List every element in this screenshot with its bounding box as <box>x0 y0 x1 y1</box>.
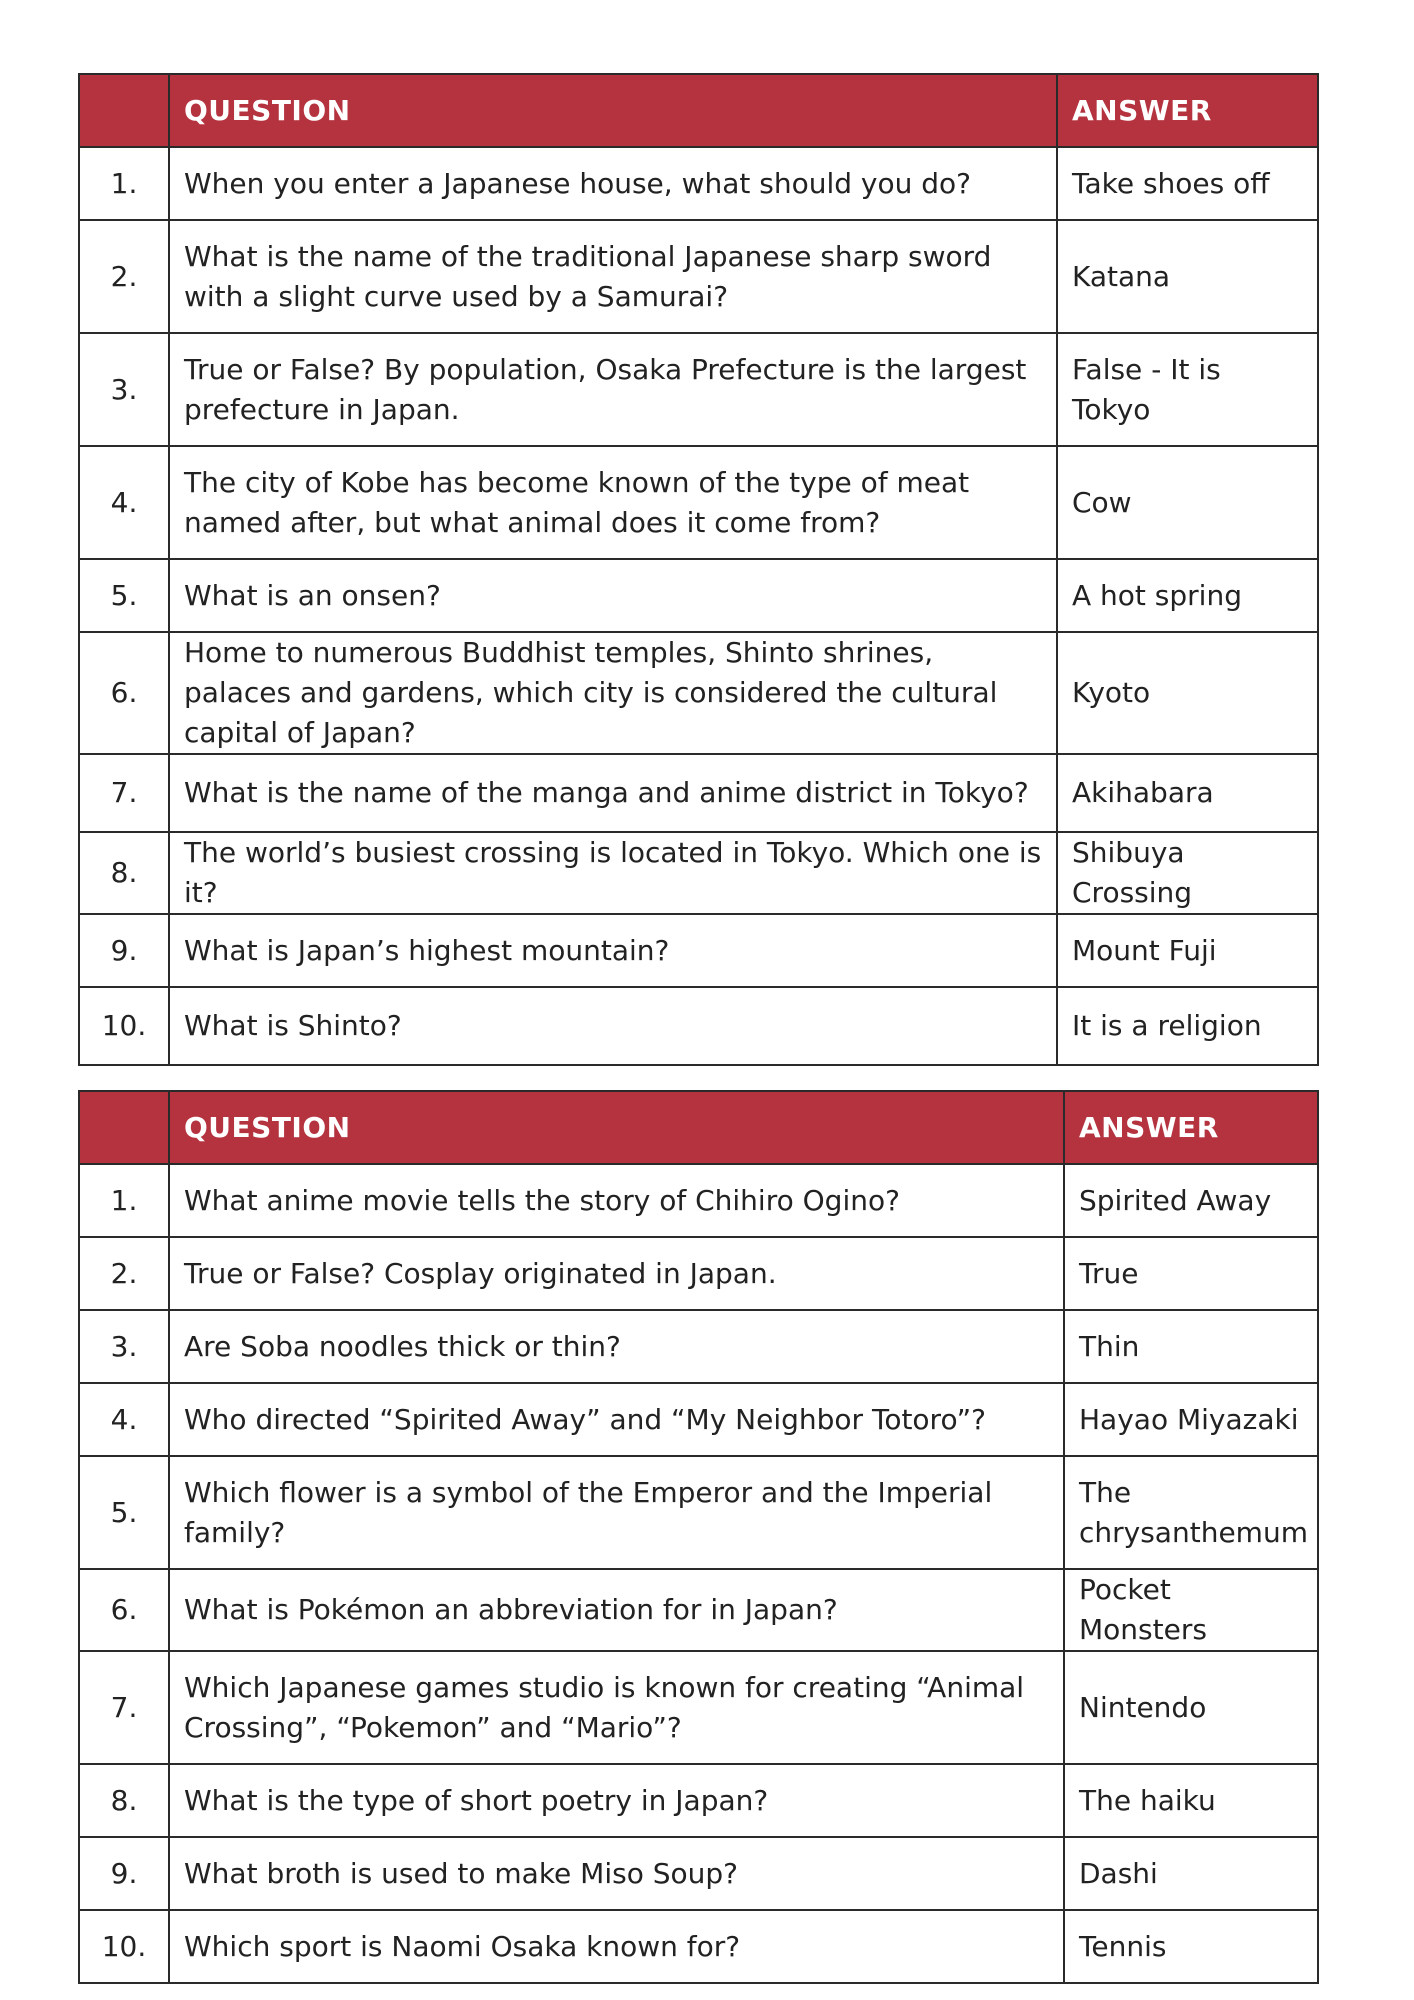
answer-text: Thin <box>1064 1310 1318 1383</box>
question-number: 10. <box>79 987 169 1065</box>
table-row <box>79 1764 1318 1837</box>
question-text: What is Japan’s highest mountain? <box>169 914 1057 987</box>
answer-text: The chrysanthemum <box>1064 1456 1318 1569</box>
question-number: 9. <box>79 914 169 987</box>
question-number: 8. <box>79 1764 169 1837</box>
question-text: What is the type of short poetry in Japan? <box>169 1764 1064 1837</box>
answer-text: Kyoto <box>1057 632 1318 754</box>
table-row <box>79 1569 1318 1651</box>
question-number: 4. <box>79 446 169 559</box>
question-number: 5. <box>79 1456 169 1569</box>
question-text: What broth is used to make Miso Soup? <box>169 1837 1064 1910</box>
number-column-header <box>79 1091 169 1164</box>
question-number: 7. <box>79 1651 169 1764</box>
answer-text: Pocket Monsters <box>1064 1569 1318 1651</box>
answer-column-header: ANSWER <box>1064 1091 1318 1164</box>
answer-column-header: ANSWER <box>1057 74 1318 147</box>
question-number: 5. <box>79 559 169 632</box>
question-number: 4. <box>79 1383 169 1456</box>
question-text: What is the name of the traditional Japanese sharp sword with a slight curve used by a Samurai? <box>169 220 1057 333</box>
answer-text: Spirited Away <box>1064 1164 1318 1237</box>
table-row <box>79 1910 1318 1983</box>
question-number: 6. <box>79 1569 169 1651</box>
question-number: 1. <box>79 1164 169 1237</box>
table-header-row <box>79 74 1318 147</box>
table-row <box>79 220 1318 333</box>
question-number: 7. <box>79 754 169 832</box>
answer-text: Shibuya Crossing <box>1057 832 1318 914</box>
question-number: 2. <box>79 220 169 333</box>
table-row <box>79 914 1318 987</box>
table-row <box>79 987 1318 1065</box>
question-number: 3. <box>79 1310 169 1383</box>
answer-text: The haiku <box>1064 1764 1318 1837</box>
table-row <box>79 1837 1318 1910</box>
table-row <box>79 1310 1318 1383</box>
question-text: Which Japanese games studio is known for creating “Animal Crossing”, “Pokemon” and “Mario”? <box>169 1651 1064 1764</box>
question-number: 8. <box>79 832 169 914</box>
answer-text: Mount Fuji <box>1057 914 1318 987</box>
answer-text: Nintendo <box>1064 1651 1318 1764</box>
table-row <box>79 147 1318 220</box>
question-number: 3. <box>79 333 169 446</box>
question-number: 9. <box>79 1837 169 1910</box>
table-row <box>79 632 1318 754</box>
answer-text: Take shoes off <box>1057 147 1318 220</box>
answer-text: It is a religion <box>1057 987 1318 1065</box>
answer-text: True <box>1064 1237 1318 1310</box>
question-text: True or False? By population, Osaka Prefecture is the largest prefecture in Japan. <box>169 333 1057 446</box>
question-text: What is Shinto? <box>169 987 1057 1065</box>
question-number: 10. <box>79 1910 169 1983</box>
table-row <box>79 1383 1318 1456</box>
answer-text: Dashi <box>1064 1837 1318 1910</box>
question-text: Home to numerous Buddhist temples, Shinto shrines, palaces and gardens, which city is considered the cultural capital of Japan? <box>169 632 1057 754</box>
question-text: What anime movie tells the story of Chihiro Ogino? <box>169 1164 1064 1237</box>
table-row <box>79 754 1318 832</box>
question-text: True or False? Cosplay originated in Japan. <box>169 1237 1064 1310</box>
answer-text: Katana <box>1057 220 1318 333</box>
table-row <box>79 333 1318 446</box>
answer-text: Tennis <box>1064 1910 1318 1983</box>
question-number: 1. <box>79 147 169 220</box>
question-text: Which flower is a symbol of the Emperor and the Imperial family? <box>169 1456 1064 1569</box>
question-text: The world’s busiest crossing is located in Tokyo. Which one is it? <box>169 832 1057 914</box>
question-column-header: QUESTION <box>169 74 1057 147</box>
answer-text: False - It is Tokyo <box>1057 333 1318 446</box>
question-column-header: QUESTION <box>169 1091 1064 1164</box>
table-row <box>79 1237 1318 1310</box>
question-number: 2. <box>79 1237 169 1310</box>
table-row <box>79 1651 1318 1764</box>
question-text: What is Pokémon an abbreviation for in Japan? <box>169 1569 1064 1651</box>
table-header-row <box>79 1091 1318 1164</box>
answer-text: A hot spring <box>1057 559 1318 632</box>
answer-text: Hayao Miyazaki <box>1064 1383 1318 1456</box>
question-number: 6. <box>79 632 169 754</box>
answer-text: Cow <box>1057 446 1318 559</box>
table-row <box>79 832 1318 914</box>
question-text: When you enter a Japanese house, what should you do? <box>169 147 1057 220</box>
table-row <box>79 1164 1318 1237</box>
table-row <box>79 446 1318 559</box>
question-text: Are Soba noodles thick or thin? <box>169 1310 1064 1383</box>
table-row <box>79 1456 1318 1569</box>
quiz-table-1 <box>78 73 1319 1066</box>
question-text: What is the name of the manga and anime district in Tokyo? <box>169 754 1057 832</box>
quiz-table-2 <box>78 1090 1319 1984</box>
answer-text: Akihabara <box>1057 754 1318 832</box>
table-row <box>79 559 1318 632</box>
number-column-header <box>79 74 169 147</box>
question-text: Which sport is Naomi Osaka known for? <box>169 1910 1064 1983</box>
question-text: The city of Kobe has become known of the type of meat named after, but what animal does it come from? <box>169 446 1057 559</box>
question-text: Who directed “Spirited Away” and “My Neighbor Totoro”? <box>169 1383 1064 1456</box>
question-text: What is an onsen? <box>169 559 1057 632</box>
